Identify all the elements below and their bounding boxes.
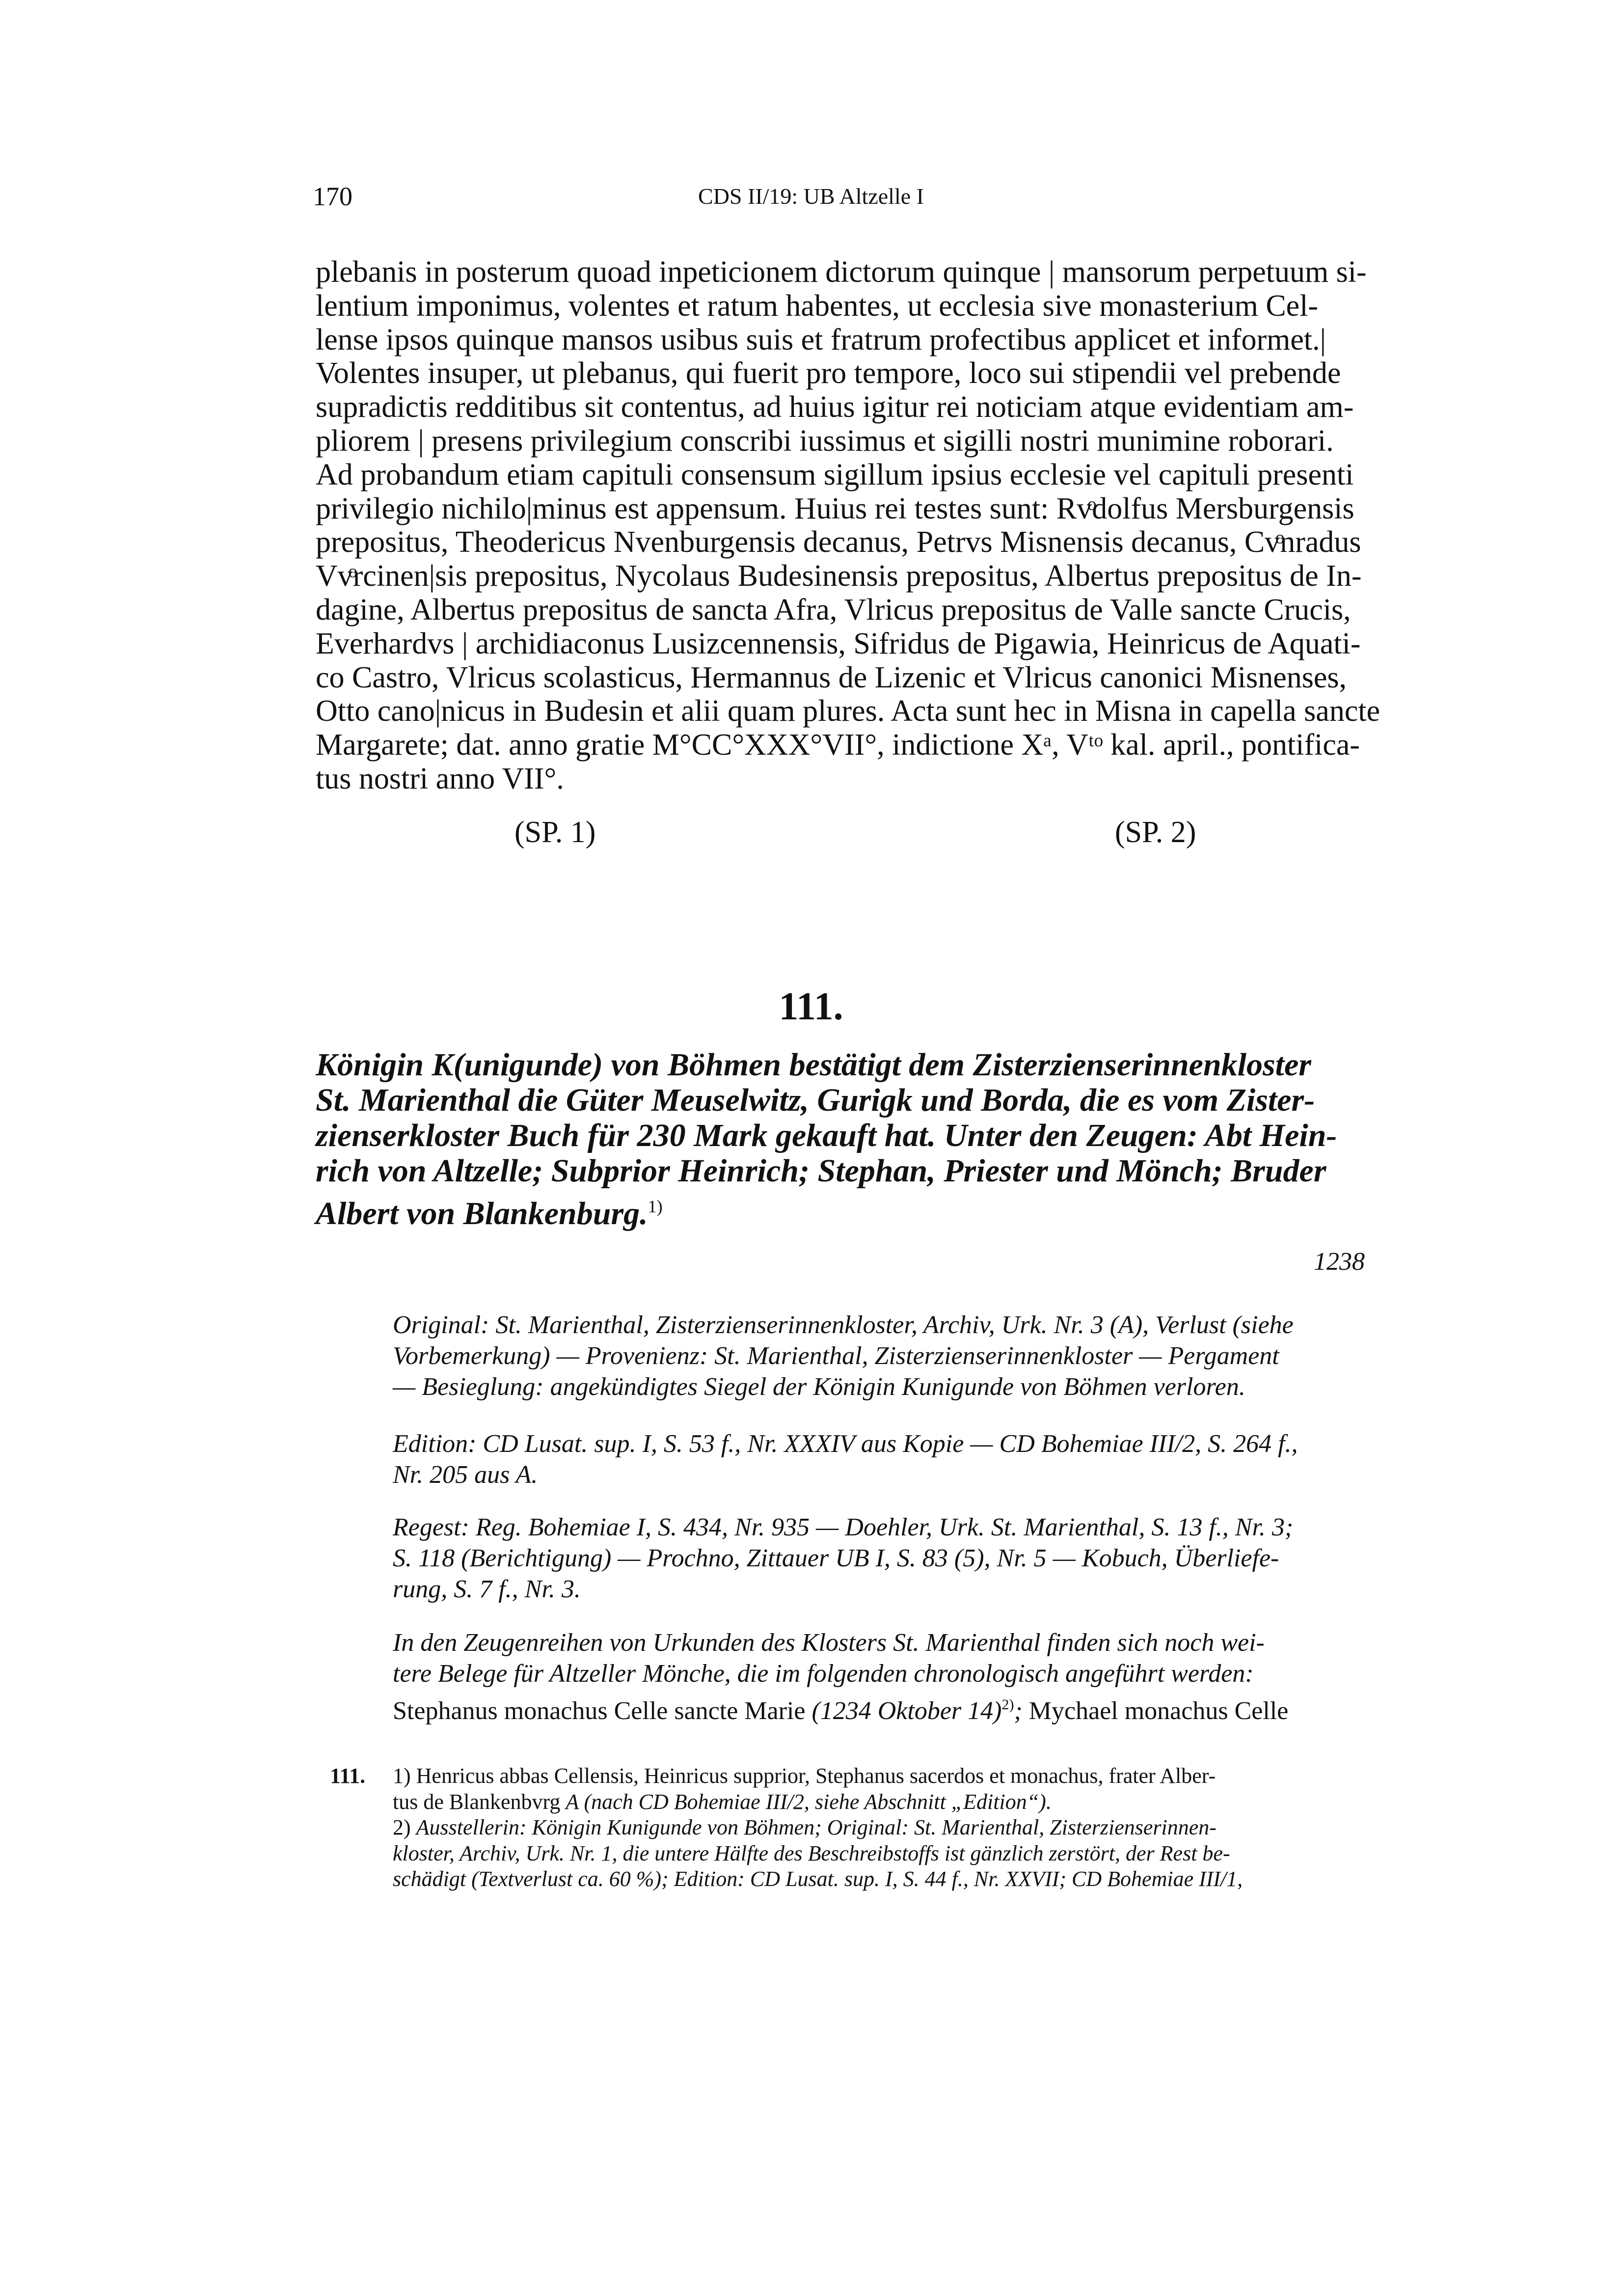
footnote-reference: 2) [1001, 1696, 1014, 1713]
edition-paragraph [393, 1428, 1414, 1490]
footnote-text: tus de Blankenbvrg [393, 1789, 566, 1814]
footnote-reference: 1) [648, 1197, 663, 1216]
page-number: 170 [313, 182, 352, 211]
text-line: Edition: CD Lusat. sup. I, S. 53 f., Nr. XXXIV aus Kopie — CD Bohemiae III/2, S. 264 f., [393, 1430, 1298, 1458]
heading-line: St. Marienthal die Güter Meuselwitz, Gurigk und Borda, die es vom Zister- [316, 1082, 1315, 1118]
text-line: privilegio nichilo|minus est appensum. Huius rei testes sunt: Rvͦdolfus Mersburgensis [316, 492, 1354, 525]
footnote-line: schädigt (Textverlust ca. 60 %); Edition: CD Lusat. sup. I, S. 44 f., Nr. XXVII; CD Bohemiae III/1, [393, 1867, 1243, 1891]
document-heading [316, 1047, 1406, 1231]
seal-note-2: (SP. 2) [1115, 816, 1196, 849]
footnote-label: 111. [330, 1764, 366, 1788]
text-line: — Besieglung: angekündigtes Siegel der Königin Kunigunde von Böhmen verloren. [393, 1373, 1245, 1401]
text-line: tere Belege für Altzeller Mönche, die im folgenden chronologisch angeführt werden: [393, 1660, 1254, 1688]
heading-line: Königin K(unigunde) von Böhmen bestätigt dem Zisterzienserinnenkloster [316, 1047, 1311, 1083]
footnotes [393, 1763, 1414, 1892]
text-line: Nr. 205 aus A. [393, 1461, 538, 1489]
document-date: 1238 [1314, 1248, 1365, 1276]
text-line: Regest: Reg. Bohemiae I, S. 434, Nr. 935 — Doehler, Urk. St. Marienthal, S. 13 f., Nr. 3; [393, 1513, 1294, 1541]
witness-text: Stephanus monachus Celle sancte Marie [393, 1697, 812, 1725]
heading-line: zienserkloster Buch für 230 Mark gekauft hat. Unter den Zeugen: Abt Hein- [316, 1118, 1337, 1153]
seal-note-1: (SP. 1) [514, 816, 596, 849]
text-line: dagine, Albertus prepositus de sancta Afra, Vlricus prepositus de Valle sancte Crucis, [316, 593, 1351, 627]
remark-paragraph [393, 1627, 1414, 1726]
text-line: Margarete; dat. anno gratie M°CC°XXX°VII°, indictione Xᵃ, Vᵗᵒ kal. april., pontifica- [316, 728, 1360, 762]
footnote-line [393, 1815, 1414, 1841]
text-line: S. 118 (Berichtigung) — Prochno, Zittauer UB I, S. 83 (5), Nr. 5 — Kobuch, Überliefe- [393, 1544, 1279, 1572]
text-line: pliorem | presens privilegium conscribi iussimus et sigilli nostri munimine roborari. [316, 424, 1334, 458]
text-line: Volentes insuper, ut plebanus, qui fuerit pro tempore, loco sui stipendii vel prebende [316, 356, 1341, 390]
footnote-text-italic: Ausstellerin: Königin Kunigunde von Böhmen; Original: St. Marienthal, Zisterzienserinnen- [416, 1815, 1216, 1839]
text-line: Everhardvs | archidiaconus Lusizcennensis, Sifridus de Pigawia, Heinricus de Aquati- [316, 627, 1361, 660]
text-line: plebanis in posterum quoad inpeticionem dictorum quinque | mansorum perpetuum si- [316, 255, 1367, 289]
text-line: co Castro, Vlricus scolasticus, Hermannus de Lizenic et Vlricus canonici Misnenses, [316, 660, 1347, 694]
text-line: In den Zeugenreihen von Urkunden des Klosters St. Marienthal finden sich noch wei- [393, 1629, 1265, 1657]
heading-line-last [316, 1189, 1406, 1231]
witness-date: (1234 Oktober 14) [811, 1697, 1002, 1725]
separator: ; [1014, 1697, 1029, 1725]
footnote-text-italic: A (nach CD Bohemiae III/2, siehe Abschnitt „Edition“). [566, 1789, 1052, 1814]
text-line: rung, S. 7 f., Nr. 3. [393, 1575, 581, 1603]
previous-document-text [316, 255, 1390, 796]
text-line: lense ipsos quinque mansos usibus suis et fratrum profectibus applicet et informet.| [316, 323, 1326, 356]
heading-line-text: Albert von Blankenburg. [316, 1196, 648, 1231]
footnote-line [393, 1789, 1414, 1815]
text-line: Original: St. Marienthal, Zisterzienserinnenkloster, Archiv, Urk. Nr. 3 (A), Verlust (siehe [393, 1311, 1294, 1339]
document-number: 111. [779, 985, 843, 1028]
text-line: Vorbemerkung) — Provenienz: St. Marienthal, Zisterzienserinnenkloster — Pergament [393, 1342, 1279, 1370]
heading-line: rich von Altzelle; Subprior Heinrich; Stephan, Priester und Mönch; Bruder [316, 1153, 1326, 1189]
running-head: CDS II/19: UB Altzelle I [698, 184, 924, 209]
footnote-line: kloster, Archiv, Urk. Nr. 1, die untere Hälfte des Beschreibstoffs ist gänzlich zerstört, der Rest be- [393, 1841, 1230, 1865]
text-line: Ad probandum etiam capituli consensum sigillum ipsius ecclesie vel capituli presenti [316, 458, 1354, 492]
text-line: tus nostri anno VII°. [316, 762, 564, 795]
witness-text: Mychael monachus Celle [1028, 1697, 1289, 1725]
regest-paragraph [393, 1512, 1414, 1605]
text-line: lentium imponimus, volentes et ratum habentes, ut ecclesia sive monasterium Cel- [316, 289, 1319, 323]
original-paragraph [393, 1310, 1414, 1402]
text-line: Otto cano|nicus in Budesin et alii quam plures. Acta sunt hec in Misna in capella sancte [316, 694, 1380, 728]
text-line-mixed [393, 1689, 1414, 1726]
text-line: supradictis redditibus sit contentus, ad huius igitur rei noticiam atque evidentiam am- [316, 390, 1354, 424]
footnote-marker: 2) [393, 1815, 416, 1839]
footnote-line: 1) Henricus abbas Cellensis, Heinricus supprior, Stephanus sacerdos et monachus, frater Alber- [393, 1764, 1216, 1788]
text-line: Vvͦrcinen|sis prepositus, Nycolaus Budesinensis prepositus, Albertus prepositus de In- [316, 559, 1362, 593]
text-line: prepositus, Theodericus Nvenburgensis decanus, Petrvs Misnensis decanus, Cvͦnradus [316, 525, 1361, 559]
